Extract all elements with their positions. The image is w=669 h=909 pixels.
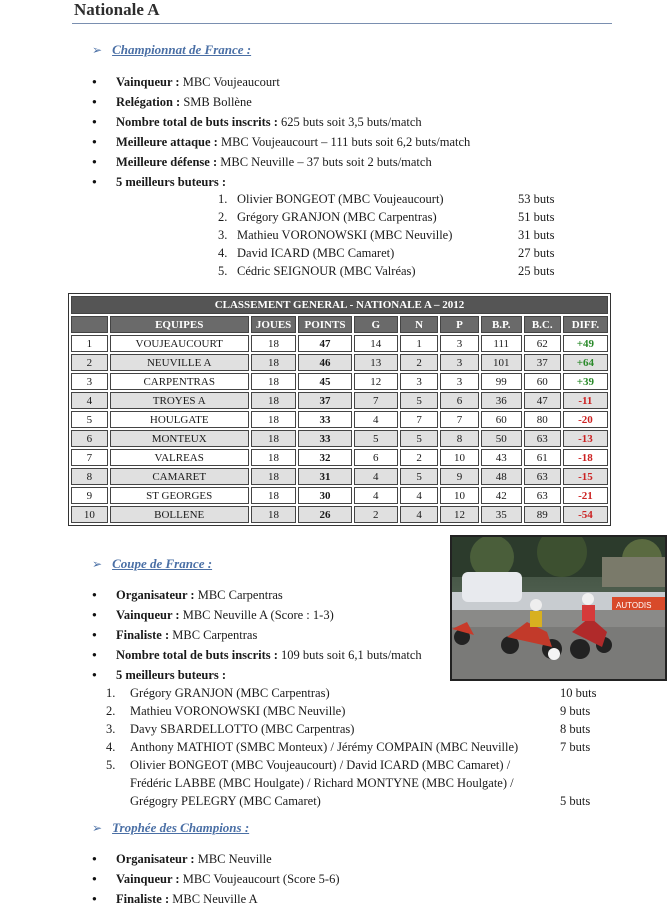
scorer-num: 2. xyxy=(218,210,228,224)
column-header: JOUES xyxy=(251,316,297,333)
table-cell: 48 xyxy=(481,468,522,485)
list-item xyxy=(92,72,470,92)
item-label: Organisateur : xyxy=(116,852,195,866)
scorer-name: Olivier BONGEOT (MBC Voujeaucourt) / David ICARD (MBC Camaret) / xyxy=(130,758,511,772)
scorer-goals: 10 buts xyxy=(560,686,597,700)
scorer-item xyxy=(0,774,669,792)
table-cell: 2 xyxy=(400,354,438,371)
scorer-num: 4. xyxy=(106,740,116,754)
item-label: 5 meilleurs buteurs : xyxy=(116,668,227,682)
scorer-goals: 25 buts xyxy=(518,264,555,278)
table-cell: 33 xyxy=(298,430,351,447)
table-cell: -54 xyxy=(563,506,608,523)
table-cell: 18 xyxy=(251,430,297,447)
list-item xyxy=(92,645,422,665)
table-cell: 37 xyxy=(524,354,561,371)
table-cell: 4 xyxy=(354,468,398,485)
scorer-name: Grégory GRANJON (MBC Carpentras) xyxy=(237,210,437,224)
table-cell: 111 xyxy=(481,335,522,352)
table-row xyxy=(71,430,608,447)
table-cell: 35 xyxy=(481,506,522,523)
chevron-right-icon: ➢ xyxy=(92,821,103,835)
table-cell: 18 xyxy=(251,411,297,428)
scorer-num: 4. xyxy=(218,246,228,260)
table-cell: 6 xyxy=(71,430,108,447)
table-cell: 63 xyxy=(524,468,561,485)
table-caption: CLASSEMENT GENERAL - NATIONALE A – 2012 xyxy=(71,296,608,314)
coupe-list xyxy=(92,585,422,685)
column-header: N xyxy=(400,316,438,333)
table-cell: 101 xyxy=(481,354,522,371)
list-item xyxy=(92,152,470,172)
table-cell: ST GEORGES xyxy=(110,487,249,504)
item-label: Vainqueur : xyxy=(116,872,180,886)
item-label: Finaliste : xyxy=(116,892,170,906)
column-header: EQUIPES xyxy=(110,316,249,333)
scorer-name: Mathieu VORONOWSKI (MBC Neuville) xyxy=(237,228,453,242)
table-cell: 4 xyxy=(71,392,108,409)
item-value: MBC Carpentras xyxy=(194,588,283,602)
item-value: MBC Neuville xyxy=(194,852,272,866)
scorer-goals: 7 buts xyxy=(560,740,591,754)
item-value: MBC Voujeaucourt (Score 5-6) xyxy=(179,872,340,886)
column-header xyxy=(71,316,108,333)
table-cell: 3 xyxy=(400,373,438,390)
table-cell: 10 xyxy=(440,449,479,466)
scorer-name: Grégory GRANJON (MBC Carpentras) xyxy=(130,686,330,700)
scorer-num: 1. xyxy=(106,686,116,700)
table-cell: HOULGATE xyxy=(110,411,249,428)
list-item xyxy=(92,869,340,889)
table-cell: TROYES A xyxy=(110,392,249,409)
table-row xyxy=(71,506,608,523)
scorer-num: 5. xyxy=(106,758,116,772)
scorer-goals: 53 buts xyxy=(518,192,555,206)
section-heading-championnat xyxy=(92,42,251,58)
table-cell: NEUVILLE A xyxy=(110,354,249,371)
item-value: 109 buts soit 6,1 buts/match xyxy=(277,648,422,662)
table-cell: 7 xyxy=(440,411,479,428)
scorer-item xyxy=(0,702,669,720)
scorer-item xyxy=(0,756,669,774)
title-divider xyxy=(72,23,612,24)
table-cell: 6 xyxy=(354,449,398,466)
scorer-goals: 9 buts xyxy=(560,704,591,718)
scorer-goals: 51 buts xyxy=(518,210,555,224)
item-label: Organisateur : xyxy=(116,588,195,602)
table-cell: 5 xyxy=(400,430,438,447)
item-label: Vainqueur : xyxy=(116,75,180,89)
table-cell: 10 xyxy=(71,506,108,523)
scorer-item xyxy=(0,244,669,262)
table-cell: 4 xyxy=(354,411,398,428)
table-row xyxy=(71,487,608,504)
item-value: MBC Neuville A (Score : 1-3) xyxy=(179,608,334,622)
list-item xyxy=(92,585,422,605)
table-cell: 9 xyxy=(71,487,108,504)
table-cell: 5 xyxy=(71,411,108,428)
table-cell: 63 xyxy=(524,430,561,447)
scorer-name: Mathieu VORONOWSKI (MBC Neuville) xyxy=(130,704,346,718)
table-cell: -11 xyxy=(563,392,608,409)
table-cell: 18 xyxy=(251,506,297,523)
table-cell: 36 xyxy=(481,392,522,409)
standings-table xyxy=(68,293,611,526)
item-value: MBC Voujeaucourt xyxy=(179,75,280,89)
table-cell: +49 xyxy=(563,335,608,352)
table-cell: 4 xyxy=(400,506,438,523)
table-cell: 4 xyxy=(400,487,438,504)
list-item xyxy=(92,665,422,685)
table-cell: 3 xyxy=(440,373,479,390)
table-cell: 4 xyxy=(354,487,398,504)
table-cell: 46 xyxy=(298,354,351,371)
table-cell: -13 xyxy=(563,430,608,447)
scorer-name: Davy SBARDELLOTTO (MBC Carpentras) xyxy=(130,722,355,736)
table-cell: 8 xyxy=(71,468,108,485)
item-value: MBC Neuville – 37 buts soit 2 buts/match xyxy=(217,155,432,169)
page-title: Nationale A xyxy=(74,0,160,19)
item-value: 625 buts soit 3,5 buts/match xyxy=(277,115,422,129)
table-cell: 62 xyxy=(524,335,561,352)
table-cell: 3 xyxy=(71,373,108,390)
table-cell: 12 xyxy=(354,373,398,390)
table-cell: 14 xyxy=(354,335,398,352)
scorer-name: Cédric SEIGNOUR (MBC Valréas) xyxy=(237,264,416,278)
motoball-photo xyxy=(450,535,667,681)
scorer-item xyxy=(0,720,669,738)
scorer-num: 1. xyxy=(218,192,228,206)
list-item xyxy=(92,625,422,645)
item-label: Meilleure défense : xyxy=(116,155,218,169)
table-row xyxy=(71,373,608,390)
scorer-item xyxy=(0,226,669,244)
table-cell: CAMARET xyxy=(110,468,249,485)
column-header: P xyxy=(440,316,479,333)
table-cell: 5 xyxy=(400,468,438,485)
championnat-scorers xyxy=(0,190,669,280)
championnat-list xyxy=(92,72,470,192)
table-cell: 1 xyxy=(400,335,438,352)
chevron-right-icon: ➢ xyxy=(92,557,103,571)
table-cell: 31 xyxy=(298,468,351,485)
table-cell: 9 xyxy=(440,468,479,485)
scorer-num: 3. xyxy=(218,228,228,242)
table-cell: 45 xyxy=(298,373,351,390)
motoball-photo-icon xyxy=(452,537,665,679)
table-cell: 13 xyxy=(354,354,398,371)
section-heading-text: Trophée des Champions : xyxy=(112,820,250,835)
item-label: Nombre total de buts inscrits : xyxy=(116,115,278,129)
scorer-name: Anthony MATHIOT (SMBC Monteux) / Jérémy COMPAIN (MBC Neuville) xyxy=(130,740,519,754)
list-item xyxy=(92,605,422,625)
table-cell: 3 xyxy=(440,354,479,371)
table-cell: 89 xyxy=(524,506,561,523)
table-row xyxy=(71,354,608,371)
trophee-list xyxy=(92,849,340,909)
list-item xyxy=(92,92,470,112)
scorer-name: Olivier BONGEOT (MBC Voujeaucourt) xyxy=(237,192,444,206)
column-header: DIFF. xyxy=(563,316,608,333)
table-cell: 3 xyxy=(440,335,479,352)
scorer-goals: 31 buts xyxy=(518,228,555,242)
table-cell: MONTEUX xyxy=(110,430,249,447)
column-header: POINTS xyxy=(298,316,351,333)
list-item xyxy=(92,849,340,869)
table-cell: +39 xyxy=(563,373,608,390)
item-value: SMB Bollène xyxy=(180,95,252,109)
scorer-name: Grégogry PELEGRY (MBC Camaret) xyxy=(130,794,321,808)
item-label: Relégation : xyxy=(116,95,181,109)
item-value: MBC Neuville A xyxy=(169,892,258,906)
table-cell: 2 xyxy=(400,449,438,466)
table-cell: 99 xyxy=(481,373,522,390)
scorer-item xyxy=(0,684,669,702)
scorer-item xyxy=(0,190,669,208)
table-cell: 33 xyxy=(298,411,351,428)
table-cell: 2 xyxy=(71,354,108,371)
table-cell: 26 xyxy=(298,506,351,523)
scorer-goals: 8 buts xyxy=(560,722,591,736)
table-cell: 60 xyxy=(524,373,561,390)
scorer-name: Frédéric LABBE (MBC Houlgate) / Richard MONTYNE (MBC Houlgate) / xyxy=(130,776,514,790)
table-cell: 7 xyxy=(400,411,438,428)
scorer-goals: 5 buts xyxy=(560,794,591,808)
table-cell: 61 xyxy=(524,449,561,466)
scorer-item xyxy=(0,738,669,756)
scorer-item xyxy=(0,208,669,226)
item-label: Meilleure attaque : xyxy=(116,135,218,149)
table-cell: 5 xyxy=(354,430,398,447)
column-header: B.C. xyxy=(524,316,561,333)
coupe-scorers xyxy=(0,684,669,810)
table-cell: 18 xyxy=(251,373,297,390)
table-cell: 50 xyxy=(481,430,522,447)
table-cell: 7 xyxy=(71,449,108,466)
scorer-name: David ICARD (MBC Camaret) xyxy=(237,246,395,260)
table-body xyxy=(71,335,608,523)
table-cell: -15 xyxy=(563,468,608,485)
section-heading-text: Championnat de France : xyxy=(112,42,252,57)
list-item xyxy=(92,132,470,152)
section-heading-coupe xyxy=(92,556,212,572)
table-cell: 2 xyxy=(354,506,398,523)
scorer-num: 3. xyxy=(106,722,116,736)
item-label: 5 meilleurs buteurs : xyxy=(116,175,227,189)
item-value: MBC Voujeaucourt – 111 buts soit 6,2 buts/match xyxy=(217,135,471,149)
scorer-item xyxy=(0,792,669,810)
table-row xyxy=(71,468,608,485)
scorer-item xyxy=(0,262,669,280)
scorer-num: 2. xyxy=(106,704,116,718)
table-cell: 60 xyxy=(481,411,522,428)
table-cell: +64 xyxy=(563,354,608,371)
table-cell: VOUJEAUCOURT xyxy=(110,335,249,352)
list-item xyxy=(92,889,340,909)
item-label: Nombre total de buts inscrits : xyxy=(116,648,278,662)
table-cell: 47 xyxy=(298,335,351,352)
table-cell: 10 xyxy=(440,487,479,504)
table-cell: 18 xyxy=(251,335,297,352)
table-cell: -21 xyxy=(563,487,608,504)
chevron-right-icon: ➢ xyxy=(92,43,103,57)
table-row xyxy=(71,335,608,352)
table-cell: 37 xyxy=(298,392,351,409)
item-label: Vainqueur : xyxy=(116,608,180,622)
list-item xyxy=(92,172,470,192)
table-cell: 80 xyxy=(524,411,561,428)
table-cell: 18 xyxy=(251,449,297,466)
photo-banner-text: AUTODIS xyxy=(616,601,652,610)
table-cell: -20 xyxy=(563,411,608,428)
table-cell: 18 xyxy=(251,487,297,504)
section-heading-trophee xyxy=(92,820,249,836)
table-cell: 5 xyxy=(400,392,438,409)
column-header: B.P. xyxy=(481,316,522,333)
table-cell: -18 xyxy=(563,449,608,466)
table-cell: VALREAS xyxy=(110,449,249,466)
list-item xyxy=(92,112,470,132)
table-cell: 7 xyxy=(354,392,398,409)
table-cell: CARPENTRAS xyxy=(110,373,249,390)
table-cell: 18 xyxy=(251,354,297,371)
table-row xyxy=(71,411,608,428)
table-cell: 8 xyxy=(440,430,479,447)
item-label: Finaliste : xyxy=(116,628,170,642)
table-header-row xyxy=(71,316,608,333)
scorer-goals: 27 buts xyxy=(518,246,555,260)
table-cell: 42 xyxy=(481,487,522,504)
table-row xyxy=(71,449,608,466)
table-cell: 6 xyxy=(440,392,479,409)
table-cell: 47 xyxy=(524,392,561,409)
table-cell: 1 xyxy=(71,335,108,352)
table-cell: 32 xyxy=(298,449,351,466)
item-value: MBC Carpentras xyxy=(169,628,258,642)
column-header: G xyxy=(354,316,398,333)
table-cell: 18 xyxy=(251,392,297,409)
table-cell: 12 xyxy=(440,506,479,523)
table-cell: 43 xyxy=(481,449,522,466)
table-row xyxy=(71,392,608,409)
scorer-num: 5. xyxy=(218,264,228,278)
table-cell: 63 xyxy=(524,487,561,504)
table-cell: BOLLENE xyxy=(110,506,249,523)
table-cell: 18 xyxy=(251,468,297,485)
table-cell: 30 xyxy=(298,487,351,504)
section-heading-text: Coupe de France : xyxy=(112,556,213,571)
